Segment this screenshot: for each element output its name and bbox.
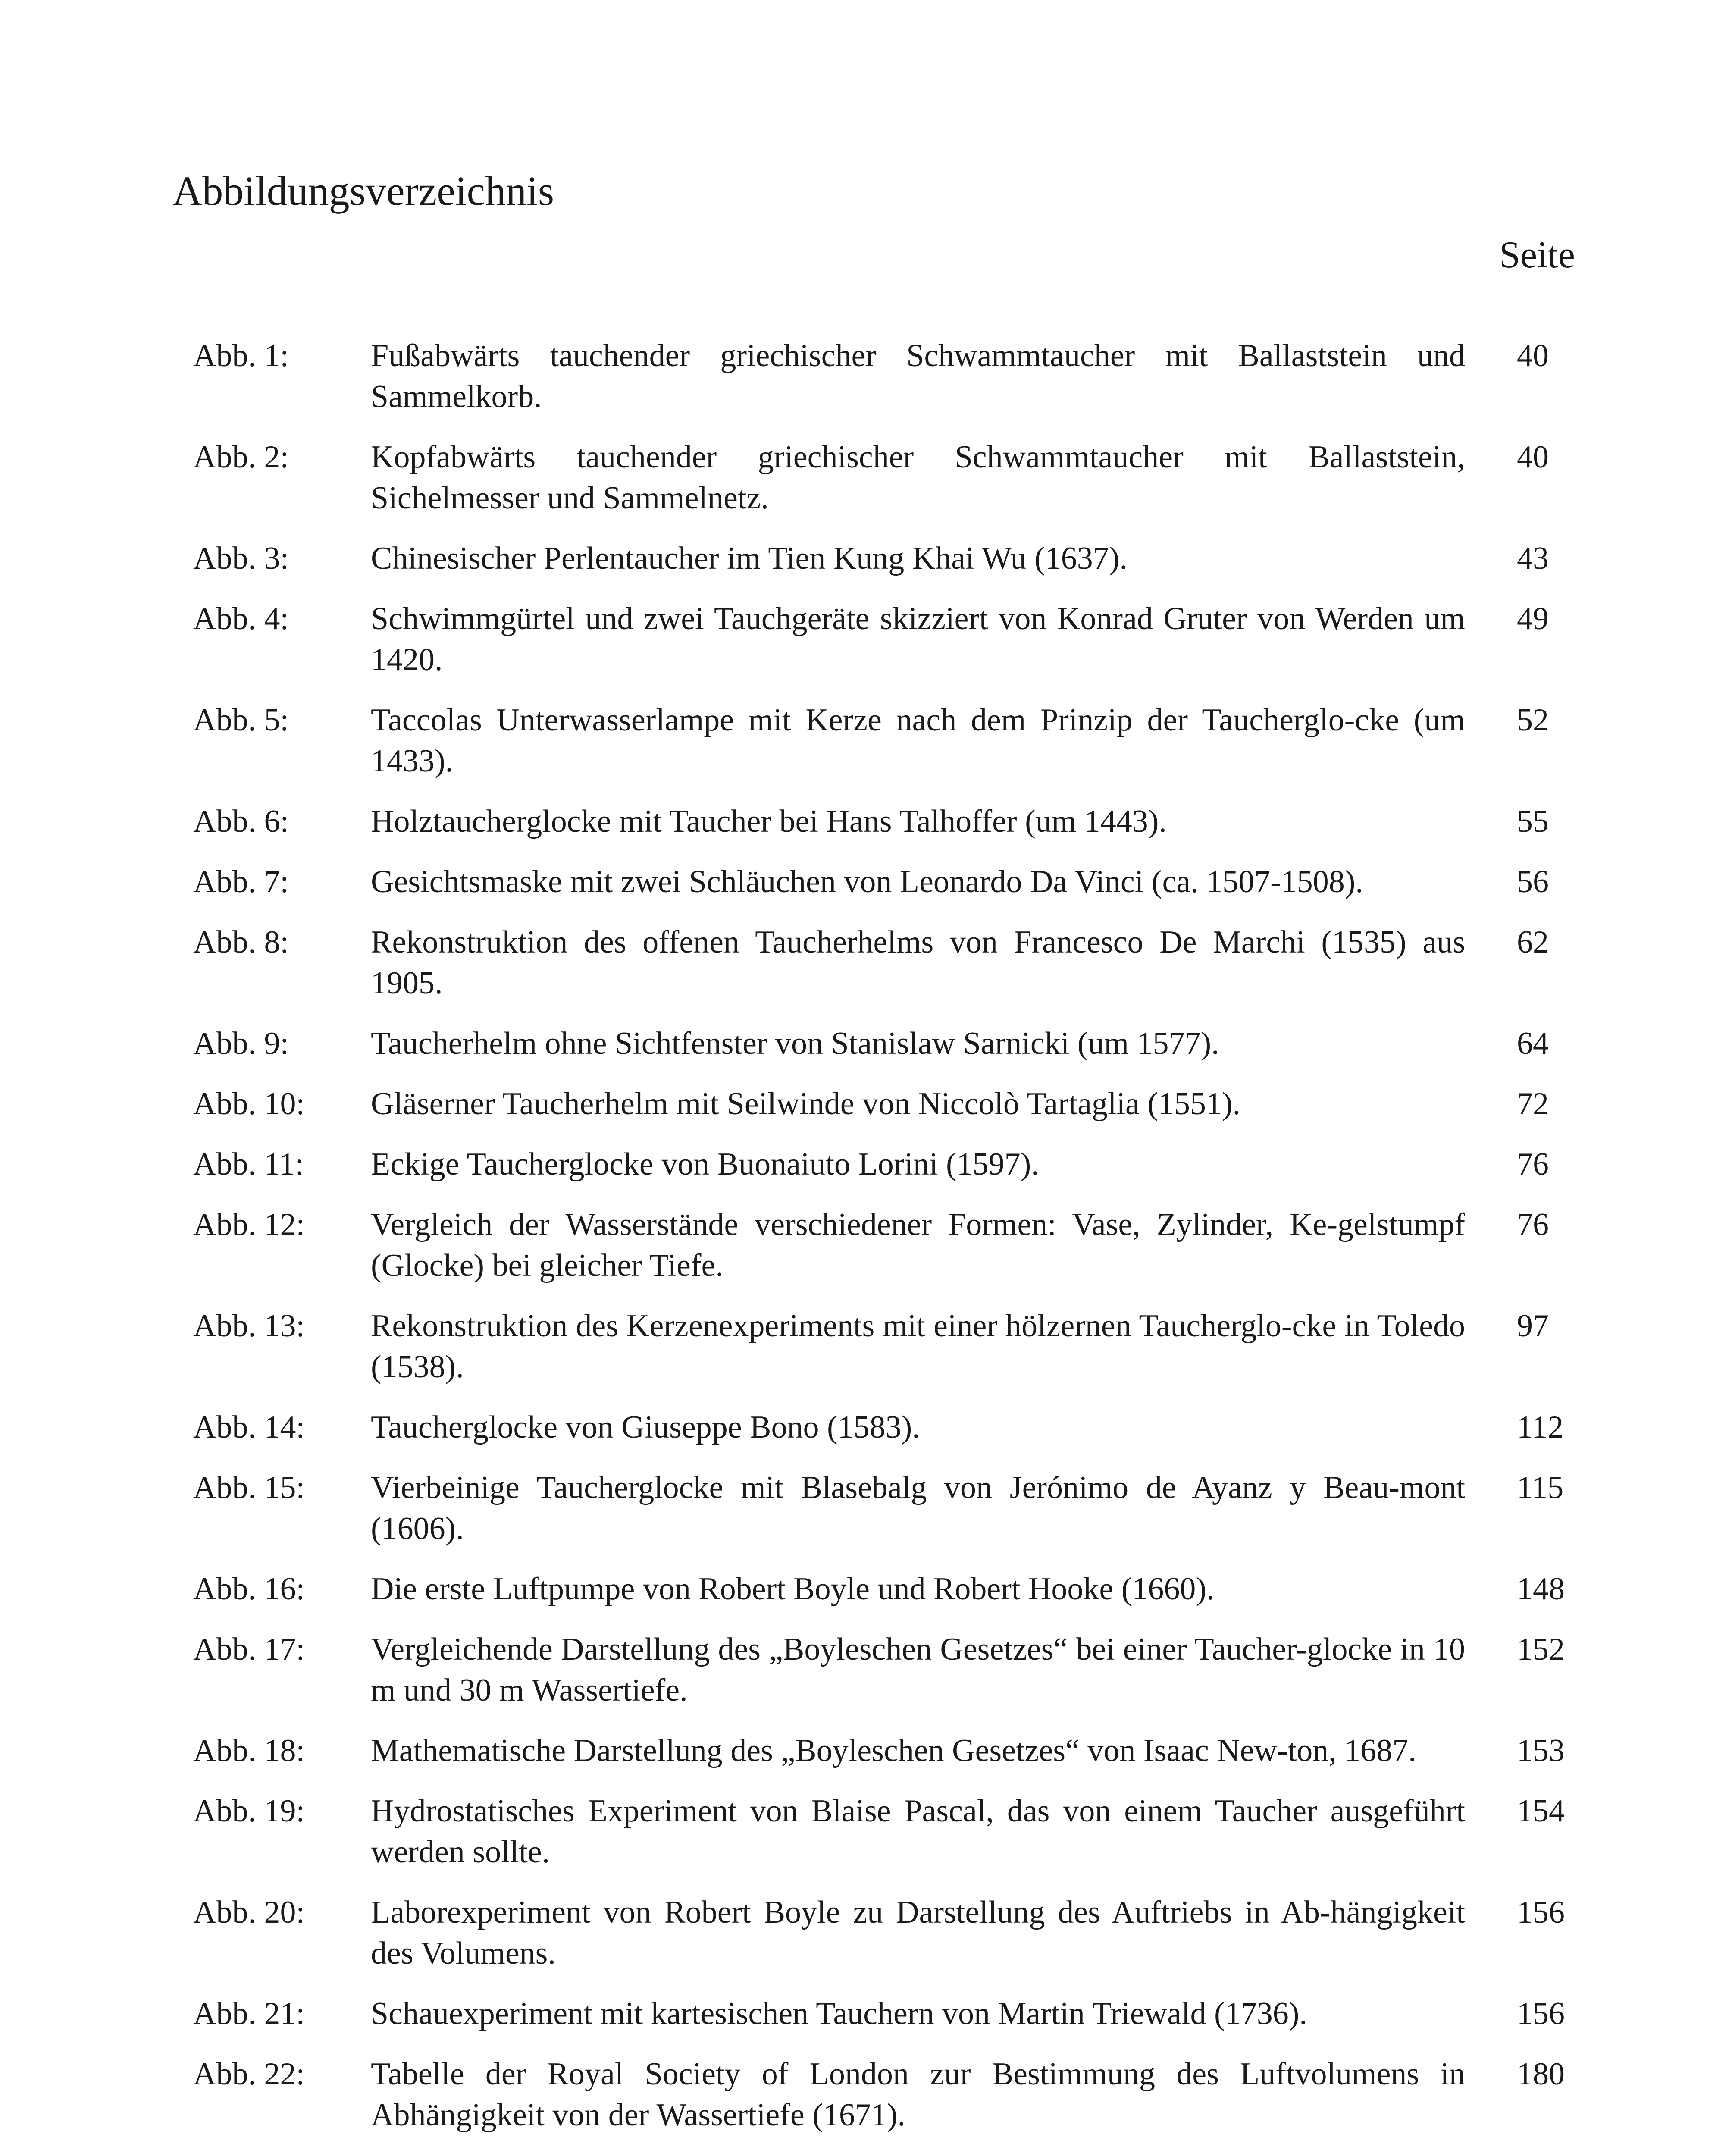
figure-page: 152 <box>1517 1632 1565 1667</box>
figure-label: Abb. 18: <box>193 1733 305 1768</box>
figure-caption: Schauexperiment mit kartesischen Tauchern von Martin Triewald (1736). <box>371 1996 1307 2031</box>
figure-label: Abb. 8: <box>193 924 289 960</box>
figure-caption: Gläserner Taucherhelm mit Seilwinde von Niccolò Tartaglia (1551). <box>371 1086 1241 1122</box>
page-title: Abbildungsverzeichnis <box>172 168 554 214</box>
figure-page: 153 <box>1517 1733 1565 1768</box>
list-item <box>193 437 1549 519</box>
figure-caption: Eckige Taucherglocke von Buonaiuto Lorini (1597). <box>371 1147 1039 1182</box>
figure-caption: Hydrostatisches Experiment von Blaise Pascal, das von einem Taucher ausgeführt werden sollte. <box>371 1793 1465 1870</box>
figure-caption: Schwimmgürtel und zwei Tauchgeräte skizziert von Konrad Gruter von Werden um 1420. <box>371 601 1465 677</box>
figure-page: 115 <box>1517 1470 1564 1505</box>
list-item <box>193 1993 1565 2034</box>
figure-caption: Taucherhelm ohne Sichtfenster von Stanislaw Sarnicki (um 1577). <box>371 1026 1219 1061</box>
figure-caption: Gesichtsmaske mit zwei Schläuchen von Leonardo Da Vinci (ca. 1507-1508). <box>371 864 1363 899</box>
figure-page: 76 <box>1517 1147 1549 1182</box>
figure-label: Abb. 13: <box>193 1308 305 1344</box>
figure-label: Abb. 4: <box>193 601 289 636</box>
list-item <box>193 1084 1549 1125</box>
figure-label: Abb. 14: <box>193 1410 305 1445</box>
figure-caption: Kopfabwärts tauchender griechischer Schwammtaucher mit Ballaststein, Sichelmesser und Sammelnetz. <box>371 439 1465 516</box>
figure-label: Abb. 7: <box>193 864 289 899</box>
list-item <box>193 2054 1565 2136</box>
figure-page: 148 <box>1517 1571 1565 1607</box>
figure-page: 97 <box>1517 1308 1549 1344</box>
figure-page: 56 <box>1517 864 1549 899</box>
figure-caption: Vierbeinige Taucherglocke mit Blasebalg von Jerónimo de Ayanz y Beau-mont (1606). <box>371 1470 1465 1546</box>
figure-caption: Taucherglocke von Giuseppe Bono (1583). <box>371 1410 920 1445</box>
figure-label: Abb. 11: <box>193 1147 304 1182</box>
figure-caption: Vergleich der Wasserstände verschiedener Formen: Vase, Zylinder, Ke-gelstumpf (Glocke) bei gleicher Tiefe. <box>371 1207 1465 1283</box>
figure-caption: Laborexperiment von Robert Boyle zu Darstellung des Auftriebs in Ab-hängigkeit des Volumens. <box>371 1895 1465 1971</box>
list-item <box>193 1730 1565 1771</box>
list-item <box>193 1569 1565 1610</box>
page-column-header: Seite <box>1499 234 1575 276</box>
figure-page: 156 <box>1517 1895 1565 1930</box>
figure-page: 154 <box>1517 1793 1565 1829</box>
figure-page: 62 <box>1517 924 1549 960</box>
figure-page: 49 <box>1517 601 1549 636</box>
figure-caption: Rekonstruktion des Kerzenexperiments mit einer hölzernen Taucherglo-cke in Toledo (1538). <box>371 1308 1465 1385</box>
list-item <box>193 922 1549 1004</box>
figure-page: 43 <box>1517 541 1549 576</box>
figure-page: 40 <box>1517 338 1549 373</box>
figure-page: 72 <box>1517 1086 1549 1122</box>
list-item <box>193 599 1549 680</box>
list-item <box>193 1791 1565 1873</box>
list-item <box>193 1204 1549 1286</box>
figure-label: Abb. 6: <box>193 804 289 839</box>
figure-page: 64 <box>1517 1026 1549 1061</box>
figure-page: 55 <box>1517 804 1549 839</box>
figure-page: 156 <box>1517 1996 1565 2031</box>
figure-list <box>193 335 1565 2155</box>
list-item <box>193 1306 1549 1388</box>
figure-page: 40 <box>1517 439 1549 475</box>
figure-label: Abb. 2: <box>193 439 289 475</box>
figure-caption: Die erste Luftpumpe von Robert Boyle und Robert Hooke (1660). <box>371 1571 1215 1607</box>
list-item <box>193 862 1549 903</box>
figure-label: Abb. 3: <box>193 541 289 576</box>
figure-label: Abb. 5: <box>193 702 289 738</box>
list-item <box>193 1407 1564 1448</box>
figure-label: Abb. 22: <box>193 2056 305 2092</box>
list-item <box>193 1467 1564 1549</box>
figure-label: Abb. 19: <box>193 1793 305 1829</box>
figure-caption: Mathematische Darstellung des „Boyleschen Gesetzes“ von Isaac New-ton, 1687. <box>371 1733 1416 1768</box>
list-item <box>193 1144 1549 1185</box>
list-item <box>193 335 1549 417</box>
figure-page: 76 <box>1517 1207 1549 1242</box>
figure-label: Abb. 20: <box>193 1895 305 1930</box>
list-item <box>193 1629 1565 1711</box>
figure-caption: Tabelle der Royal Society of London zur Bestimmung des Luftvolumens in Abhängigkeit von der Wassertiefe (1671). <box>371 2056 1465 2133</box>
figure-label: Abb. 12: <box>193 1207 305 1242</box>
list-item <box>193 1023 1549 1064</box>
figure-caption: Holztaucherglocke mit Taucher bei Hans Talhoffer (um 1443). <box>371 804 1167 839</box>
figure-label: Abb. 15: <box>193 1470 305 1505</box>
list-item <box>193 801 1549 842</box>
figure-label: Abb. 17: <box>193 1632 305 1667</box>
figure-label: Abb. 1: <box>193 338 289 373</box>
list-item <box>193 1892 1565 1974</box>
figure-label: Abb. 9: <box>193 1026 289 1061</box>
list-item <box>193 538 1549 579</box>
figure-caption: Chinesischer Perlentaucher im Tien Kung Khai Wu (1637). <box>371 541 1128 576</box>
figure-page: 180 <box>1517 2056 1565 2092</box>
figure-label: Abb. 21: <box>193 1996 305 2031</box>
figure-caption: Taccolas Unterwasserlampe mit Kerze nach dem Prinzip der Taucherglo-cke (um 1433). <box>371 702 1465 779</box>
list-item <box>193 700 1549 782</box>
figure-label: Abb. 10: <box>193 1086 305 1122</box>
figure-page: 52 <box>1517 702 1549 738</box>
figure-caption: Fußabwärts tauchender griechischer Schwammtaucher mit Ballaststein und Sammelkorb. <box>371 338 1465 414</box>
figure-caption: Rekonstruktion des offenen Taucherhelms von Francesco De Marchi (1535) aus 1905. <box>371 924 1465 1001</box>
figure-label: Abb. 16: <box>193 1571 305 1607</box>
figure-page: 112 <box>1517 1410 1564 1445</box>
figure-caption: Vergleichende Darstellung des „Boyleschen Gesetzes“ bei einer Taucher-glocke in 10 m und 30 m Wassertiefe. <box>371 1632 1465 1708</box>
